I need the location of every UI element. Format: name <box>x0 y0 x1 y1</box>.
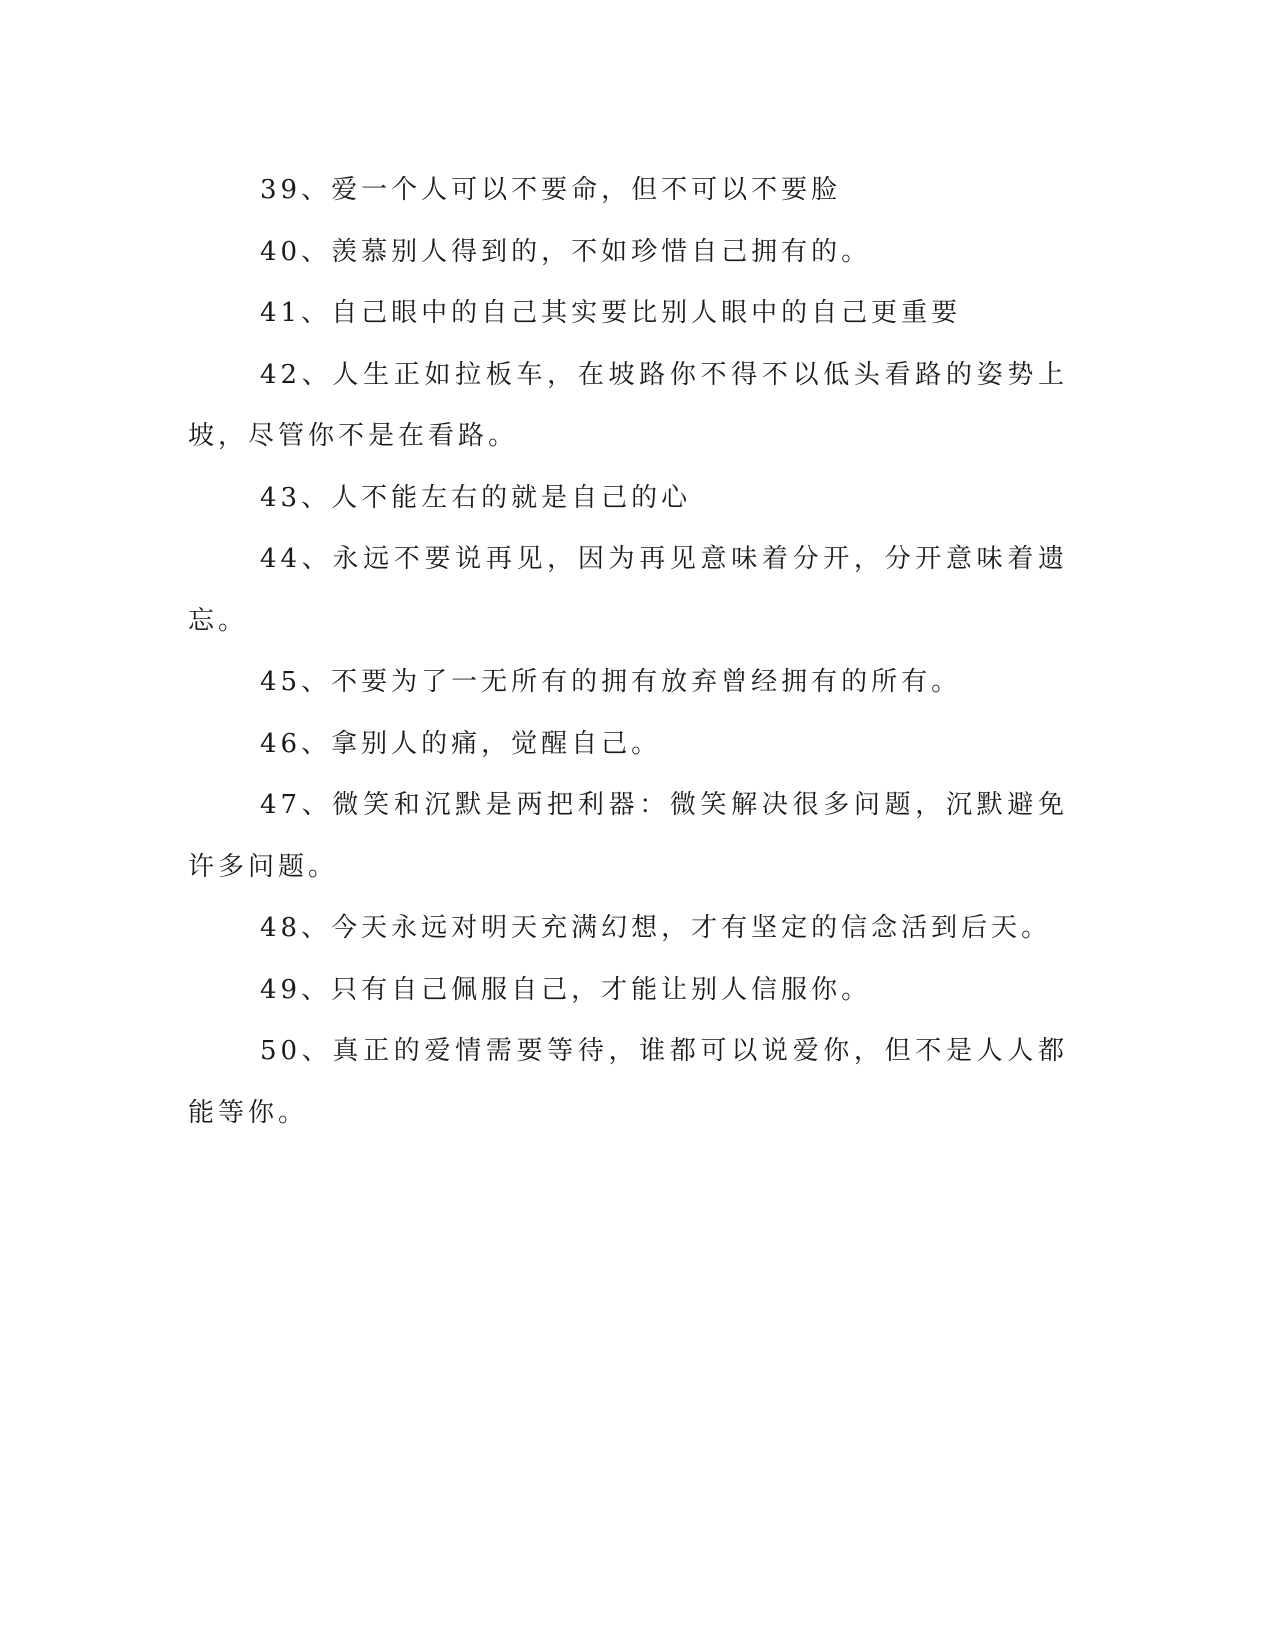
quote-47: 47、微笑和沉默是两把利器：微笑解决很多问题，沉默避免许多问题。 <box>188 790 1068 882</box>
quote-41: 41、自己眼中的自己其实要比别人眼中的自己更重要 <box>260 298 962 328</box>
quote-48: 48、今天永远对明天充满幻想，才有坚定的信念活到后天。 <box>260 913 1052 943</box>
quote-40: 40、羡慕别人得到的，不如珍惜自己拥有的。 <box>260 236 872 267</box>
quote-39: 39、爱一个人可以不要命，但不可以不要脸 <box>260 175 842 205</box>
quote-44: 44、永远不要说再见，因为再见意味着分开，分开意味着遗忘。 <box>188 544 1068 636</box>
quote-45: 45、不要为了一无所有的拥有放弃曾经拥有的所有。 <box>260 667 962 697</box>
quote-list <box>188 160 1068 1144</box>
quote-46: 46、拿别人的痛，觉醒自己。 <box>260 728 662 759</box>
quote-49: 49、只有自己佩服自己，才能让别人信服你。 <box>260 974 872 1005</box>
quote-43: 43、人不能左右的就是自己的心 <box>260 482 692 513</box>
quote-42: 42、人生正如拉板车，在坡路你不得不以低头看路的姿势上坡，尽管你不是在看路。 <box>188 359 1068 451</box>
quote-50: 50、真正的爱情需要等待，谁都可以说爱你，但不是人人都能等你。 <box>188 1036 1068 1128</box>
